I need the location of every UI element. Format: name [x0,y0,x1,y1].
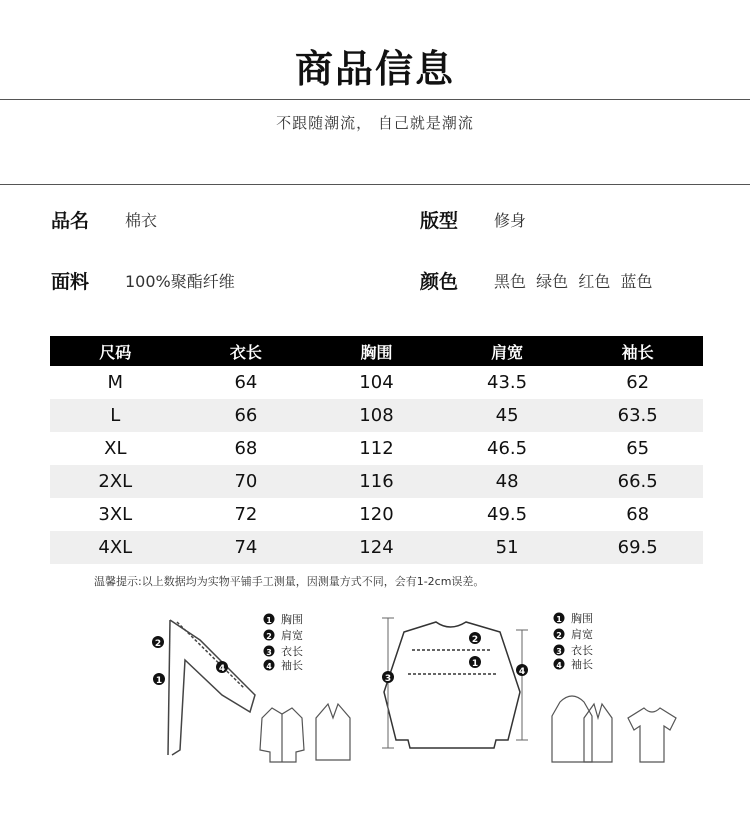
svg-text:1: 1 [155,676,163,686]
svg-text:3: 3 [384,674,392,684]
table-cell: 66.5 [572,465,703,498]
marker-1-side [153,673,165,686]
attr-label-color: 颜色 [420,271,459,293]
sweater-icon [384,622,520,748]
marker-2-side [152,636,164,649]
table-cell: 112 [359,438,394,459]
table-cell: 72 [234,504,258,525]
table-cell: 64 [234,372,258,393]
marker-3-front [382,671,394,684]
legend-label: 衣长 [571,644,593,657]
marker-2-front [469,632,481,645]
table-cell: 63.5 [572,399,703,432]
legend-left [264,612,304,672]
attr-value-color: 黑色 绿色 红色 蓝色 [494,272,653,291]
size-table [50,336,703,564]
table-cell: 45 [442,399,573,432]
attr-value-fabric: 100%聚酯纤维 [125,272,235,291]
table-cell: 68 [626,504,650,525]
table-cell: 116 [311,465,442,498]
header-shoulder: 肩宽 [442,336,573,366]
table-cell: 4XL [50,531,181,564]
divider-top [0,99,750,100]
legend-label: 肩宽 [281,629,303,642]
table-cell: 51 [442,531,573,564]
table-cell: 2XL [50,465,181,498]
size-table-header [50,336,703,366]
svg-text:4: 4 [556,661,562,670]
svg-text:3: 3 [556,647,562,656]
svg-text:4: 4 [218,664,226,674]
marker-1-front [469,656,481,669]
table-cell: M [107,372,124,393]
svg-text:1: 1 [471,659,479,669]
table-cell: 70 [181,465,312,498]
table-cell: 74 [181,531,312,564]
header-size: 尺码 [50,336,181,366]
header-chest: 胸围 [311,336,442,366]
legend-label: 胸围 [281,613,303,626]
legend-label: 胸围 [571,612,593,625]
table-cell: L [50,399,181,432]
table-cell: 49.5 [487,504,528,525]
slogan: 不跟随潮流， 自己就是潮流 [276,114,474,132]
table-row [50,399,703,432]
table-cell: 43.5 [487,372,528,393]
legend-right [554,611,594,671]
svg-text:4: 4 [518,667,526,677]
table-cell: 69.5 [572,531,703,564]
table-cell: 48 [442,465,573,498]
marker-4-front [516,664,528,677]
table-cell: 46.5 [487,438,528,459]
svg-text:3: 3 [266,648,272,657]
cardigan-icon [584,704,612,762]
hoodie-icon [552,696,592,762]
table-row [50,531,703,564]
svg-text:2: 2 [154,639,162,649]
measure-lines [382,618,528,748]
table-cell: XL [104,438,127,459]
svg-text:1: 1 [556,615,562,624]
table-cell: 124 [311,531,442,564]
side-garment-icon [168,620,255,755]
blazer-icon [316,704,350,760]
marker-4-side [216,661,228,674]
jacket-icon [260,708,304,762]
svg-text:2: 2 [471,635,479,645]
table-cell: 68 [234,438,258,459]
table-cell: 62 [626,372,650,393]
legend-label: 袖长 [281,659,303,672]
legend-label: 肩宽 [571,628,593,641]
attr-value-name: 棉衣 [125,211,158,230]
header-length: 衣长 [181,336,312,366]
legend-label: 衣长 [281,645,303,658]
attr-label-fabric: 面料 [51,271,90,293]
attr-label-name: 品名 [51,210,90,232]
table-cell: 66 [181,399,312,432]
table-cell: 120 [359,504,394,525]
table-cell: 65 [626,438,650,459]
table-row [50,432,703,465]
tshirt-icon [628,708,676,762]
legend-label: 袖长 [571,658,593,671]
page-title: 商品信息 [294,47,455,91]
svg-text:2: 2 [556,631,562,640]
divider-bottom [0,184,750,185]
table-row [50,465,703,498]
svg-text:1: 1 [266,616,272,625]
table-cell: 104 [359,372,394,393]
svg-text:4: 4 [266,662,272,671]
header-sleeve: 袖长 [572,336,703,366]
table-row [50,498,703,531]
measurement-note: 温馨提示:以上数据均为实物平铺手工测量，因测量方式不同，会有1-2cm误差。 [94,575,485,588]
attr-label-fit: 版型 [420,210,459,232]
svg-text:2: 2 [266,632,272,641]
measurement-diagram [0,600,750,810]
attr-value-fit: 修身 [494,211,527,230]
table-cell: 3XL [98,504,133,525]
table-cell: 108 [311,399,442,432]
table-row [50,366,703,399]
